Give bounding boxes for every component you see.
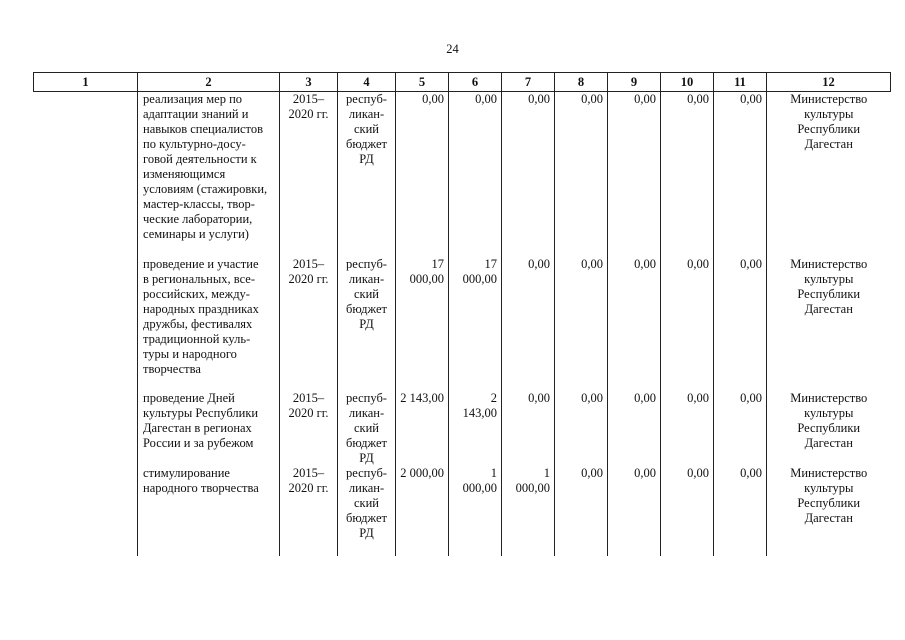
executor-cell <box>767 257 891 391</box>
cell-line: 0,00 <box>528 92 550 106</box>
header-col-6: 6 <box>449 73 502 92</box>
cell-line: 2 000,00 <box>400 466 444 480</box>
cell-line: 1 <box>543 466 550 480</box>
cell-line: 2015– <box>292 466 325 480</box>
table-row <box>34 257 891 391</box>
cell-line: 0,00 <box>687 466 709 480</box>
cell-line: Министерство <box>790 466 868 480</box>
table-row <box>34 391 891 466</box>
value-col-10 <box>661 391 714 466</box>
cell-line: 0,00 <box>475 92 497 106</box>
cell-line: мастер-классы, твор- <box>143 197 255 211</box>
cell-line: дружбы, фестивалях <box>143 317 253 331</box>
header-row <box>34 73 891 92</box>
cell-line: Дагестан <box>804 137 853 151</box>
cell-line: проведение и участие <box>143 257 259 271</box>
cell-line: ский <box>354 122 379 136</box>
value-col-11 <box>714 92 767 258</box>
header-col-10: 10 <box>661 73 714 92</box>
cell-line: бюджет <box>346 302 387 316</box>
executor-cell <box>767 92 891 258</box>
cell-line: 0,00 <box>687 257 709 271</box>
cell-line: 0,00 <box>740 257 762 271</box>
cell-line: 0,00 <box>687 92 709 106</box>
cell-line: творчества <box>143 362 201 376</box>
header-col-8: 8 <box>555 73 608 92</box>
value-col-6 <box>449 92 502 258</box>
header-col-1: 1 <box>34 73 138 92</box>
value-col-7 <box>502 466 555 556</box>
funding-source-cell <box>338 391 396 466</box>
cell-line: бюджет <box>346 436 387 450</box>
cell-line: Министерство <box>790 391 868 405</box>
table-row <box>34 92 891 258</box>
funding-source-cell <box>338 92 396 258</box>
value-col-6 <box>449 391 502 466</box>
cell-line: культуры Республики <box>143 406 259 420</box>
cell-line: 0,00 <box>687 391 709 405</box>
cell-line: 0,00 <box>528 391 550 405</box>
value-col-11 <box>714 466 767 556</box>
value-col-5 <box>396 92 449 258</box>
cell-line: 0,00 <box>740 92 762 106</box>
cell-line: Республики <box>797 287 861 301</box>
cell-line: в региональных, все- <box>143 272 256 286</box>
cell-line: 2020 гг. <box>288 481 329 495</box>
cell-line: 2020 гг. <box>288 272 329 286</box>
cell-line: РД <box>359 317 374 331</box>
value-col-5 <box>396 466 449 556</box>
funding-source-cell <box>338 257 396 391</box>
cell-line: условиям (стажировки, <box>143 182 268 196</box>
cell-line: ский <box>354 421 379 435</box>
cell-line: ский <box>354 287 379 301</box>
cell-line: Дагестан <box>804 511 853 525</box>
cell-line: ческие лаборатории, <box>143 212 253 226</box>
header-col-11: 11 <box>714 73 767 92</box>
value-col-10 <box>661 466 714 556</box>
cell-line: 0,00 <box>634 92 656 106</box>
value-col-9 <box>608 466 661 556</box>
cell-line: РД <box>359 526 374 540</box>
value-col-11 <box>714 391 767 466</box>
cell-line: 2015– <box>292 257 325 271</box>
budget-table <box>33 72 891 556</box>
cell-line: 1 <box>490 466 497 480</box>
cell-line: 0,00 <box>528 257 550 271</box>
header-col-3: 3 <box>280 73 338 92</box>
cell-line: ликан- <box>348 406 385 420</box>
executor-cell <box>767 466 891 556</box>
cell-line: 000,00 <box>462 272 497 286</box>
cell-line: 2020 гг. <box>288 406 329 420</box>
cell-line: адаптации знаний и <box>143 107 249 121</box>
cell-line: реализация мер по <box>143 92 243 106</box>
cell-line: культуры <box>804 406 854 420</box>
cell-line: 0,00 <box>581 466 603 480</box>
table-row <box>34 466 891 556</box>
cell-line: Дагестан в регионах <box>143 421 252 435</box>
value-col-11 <box>714 257 767 391</box>
cell-col-1 <box>34 257 138 391</box>
cell-line: 2 <box>490 391 497 405</box>
header-col-2: 2 <box>138 73 280 92</box>
cell-line: 143,00 <box>462 406 497 420</box>
header-col-4: 4 <box>338 73 396 92</box>
value-col-9 <box>608 391 661 466</box>
cell-line: 2015– <box>292 391 325 405</box>
value-col-5 <box>396 391 449 466</box>
cell-line: 0,00 <box>634 466 656 480</box>
header-col-7: 7 <box>502 73 555 92</box>
value-col-7 <box>502 391 555 466</box>
header-col-12: 12 <box>767 73 891 92</box>
cell-line: российских, между- <box>143 287 250 301</box>
cell-line: ликан- <box>348 481 385 495</box>
cell-line: народных праздниках <box>143 302 259 316</box>
cell-line: респуб- <box>346 92 387 106</box>
value-col-9 <box>608 92 661 258</box>
cell-line: культуры <box>804 481 854 495</box>
value-col-10 <box>661 257 714 391</box>
cell-line: 2015– <box>292 92 325 106</box>
cell-col-1 <box>34 466 138 556</box>
value-col-6 <box>449 257 502 391</box>
cell-line: 000,00 <box>409 272 444 286</box>
cell-line: 0,00 <box>581 92 603 106</box>
activity-name-cell <box>138 466 280 556</box>
cell-line: 0,00 <box>581 257 603 271</box>
cell-line: народного творчества <box>143 481 259 495</box>
cell-line: Республики <box>797 496 861 510</box>
cell-line: Министерство <box>790 92 868 106</box>
value-col-10 <box>661 92 714 258</box>
header-col-9: 9 <box>608 73 661 92</box>
period-cell <box>280 92 338 258</box>
period-cell <box>280 466 338 556</box>
activity-name-cell <box>138 257 280 391</box>
cell-line: 000,00 <box>515 481 550 495</box>
cell-line: 0,00 <box>422 92 444 106</box>
cell-line: 0,00 <box>634 391 656 405</box>
cell-line: Республики <box>797 421 861 435</box>
cell-col-1 <box>34 391 138 466</box>
value-col-7 <box>502 257 555 391</box>
cell-line: 0,00 <box>634 257 656 271</box>
value-col-8 <box>555 92 608 258</box>
cell-line: РД <box>359 152 374 166</box>
cell-line: проведение Дней <box>143 391 235 405</box>
activity-name-cell <box>138 92 280 258</box>
cell-line: респуб- <box>346 257 387 271</box>
value-col-8 <box>555 466 608 556</box>
cell-line: РД <box>359 451 374 465</box>
cell-line: ликан- <box>348 107 385 121</box>
cell-line: 2020 гг. <box>288 107 329 121</box>
cell-line: изменяющимся <box>143 167 226 181</box>
activity-name-cell <box>138 391 280 466</box>
cell-line: 17 <box>431 257 444 271</box>
cell-line: России и за рубежом <box>143 436 254 450</box>
cell-line: культуры <box>804 107 854 121</box>
cell-line: по культурно-досу- <box>143 137 246 151</box>
value-col-8 <box>555 257 608 391</box>
cell-line: 2 143,00 <box>400 391 444 405</box>
cell-line: 0,00 <box>581 391 603 405</box>
cell-line: респуб- <box>346 391 387 405</box>
cell-line: навыков специалистов <box>143 122 264 136</box>
cell-line: 17 <box>484 257 497 271</box>
cell-line: ский <box>354 496 379 510</box>
header-col-5: 5 <box>396 73 449 92</box>
period-cell <box>280 391 338 466</box>
cell-line: 0,00 <box>740 391 762 405</box>
cell-line: стимулирование <box>143 466 230 480</box>
cell-line: традиционной куль- <box>143 332 251 346</box>
executor-cell <box>767 391 891 466</box>
cell-line: ликан- <box>348 272 385 286</box>
cell-line: Дагестан <box>804 302 853 316</box>
value-col-6 <box>449 466 502 556</box>
cell-line: Дагестан <box>804 436 853 450</box>
cell-line: туры и народного <box>143 347 237 361</box>
funding-source-cell <box>338 466 396 556</box>
cell-line: культуры <box>804 272 854 286</box>
cell-line: респуб- <box>346 466 387 480</box>
cell-line: говой деятельности к <box>143 152 257 166</box>
cell-line: бюджет <box>346 511 387 525</box>
value-col-7 <box>502 92 555 258</box>
page-number: 24 <box>446 42 459 56</box>
cell-col-1 <box>34 92 138 258</box>
cell-line: Министерство <box>790 257 868 271</box>
value-col-9 <box>608 257 661 391</box>
cell-line: 0,00 <box>740 466 762 480</box>
cell-line: семинары и услуги) <box>143 227 249 241</box>
value-col-5 <box>396 257 449 391</box>
value-col-8 <box>555 391 608 466</box>
cell-line: 000,00 <box>462 481 497 495</box>
period-cell <box>280 257 338 391</box>
cell-line: бюджет <box>346 137 387 151</box>
cell-line: Республики <box>797 122 861 136</box>
